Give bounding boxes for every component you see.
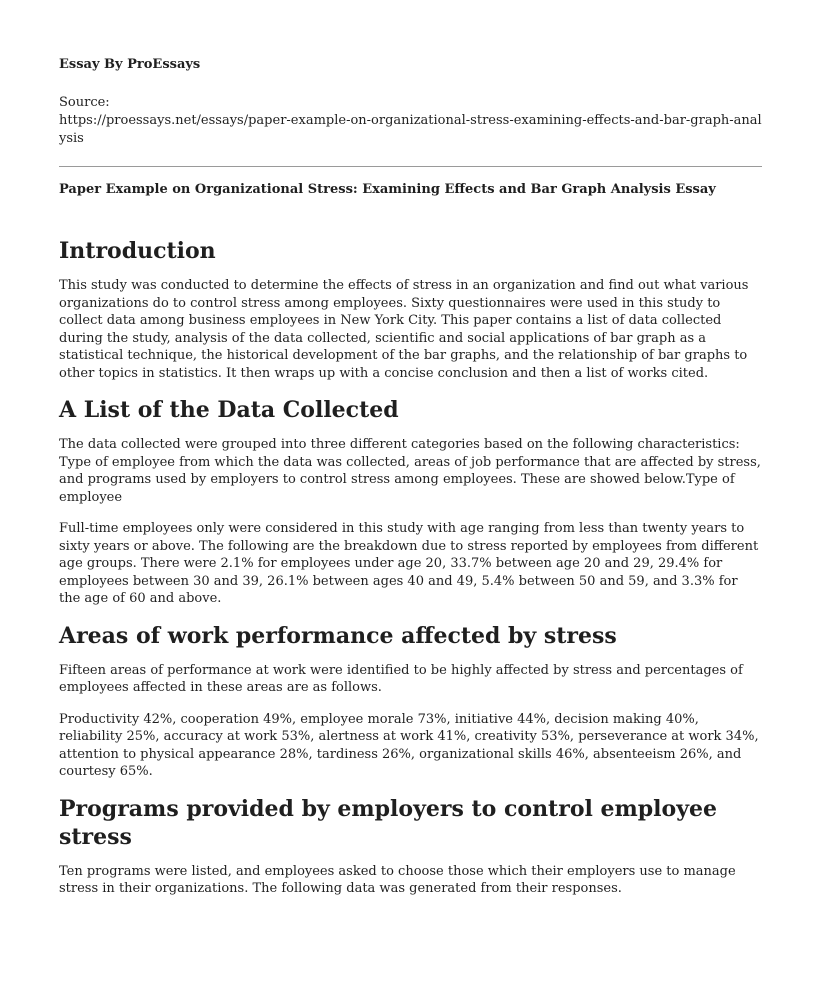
paragraph: The data collected were grouped into three different categories based on the following characteristics: Type of employee from which the data was collected, areas of job performance that are affected by stress, and programs used by employers to control stress among employees. These are showed below.Type of employee — [59, 437, 761, 505]
divider — [59, 166, 762, 167]
byline: Essay By ProEssays — [59, 57, 201, 72]
paragraph: Full-time employees only were considered in this study with age ranging from less than twenty years to sixty years or above. The following are the breakdown due to stress reported by employees from different age groups. There were 2.1% for employees under age 20, 33.7% between age 20 and 29, 29.4% for employees between 30 and 39, 26.1% between ages 40 and 49, 5.4% between 50 and 59, and 3.3% for the age of 60 and above. — [59, 521, 759, 606]
section-work-performance — [59, 622, 762, 781]
source-block — [59, 94, 762, 148]
document-title: Paper Example on Organizational Stress: Examining Effects and Bar Graph Analysis Essay — [59, 182, 716, 197]
section-heading: Introduction — [59, 238, 216, 264]
section-heading: Areas of work performance affected by stress — [59, 622, 617, 649]
paragraph: Fifteen areas of performance at work were identified to be highly affected by stress and percentages of employees affected in these areas are as follows. — [59, 662, 743, 695]
paragraph: This study was conducted to determine the effects of stress in an organization and find out what various organizations do to control stress among employees. Sixty questionnaires were used in this study to collect data among business employees in New York City. This paper contains a list of data collected during the study, analysis of the data collected, scientific and social applications of bar graph as a statistical technique, the historical development of the bar graphs, and the relationship of bar graphs to other topics in statistics. It then wraps up with a concise conclusion and then a list of works cited. — [59, 278, 749, 381]
source-label: Source: — [59, 95, 110, 110]
source-url: https://proessays.net/essays/paper-example-on-organizational-stress-examining-effects-and-bar-graph-analysis — [59, 113, 762, 146]
section-heading: A List of the Data Collected — [59, 397, 399, 423]
paragraph: Productivity 42%, cooperation 49%, employee morale 73%, initiative 44%, decision making 40%, reliability 25%, accuracy at work 53%, alertness at work 41%, creativity 53%, perseverance at work 34%, attention to physical appearance 28%, tardiness 26%, organizational skills 46%, absenteeism 26%, and courtesy 65%. — [59, 711, 759, 779]
section-employer-programs — [59, 795, 762, 898]
paragraph: Ten programs were listed, and employees asked to choose those which their employers use to manage stress in their organizations. The following data was generated from their responses. — [59, 863, 736, 896]
section-data-collected — [59, 396, 762, 608]
section-heading: Programs provided by employers to control employee stress — [59, 795, 717, 850]
section-introduction — [59, 237, 762, 382]
